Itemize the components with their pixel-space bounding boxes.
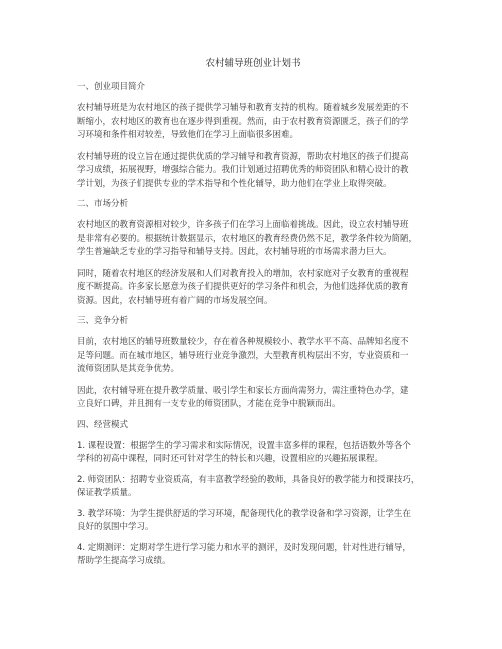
paragraph: 同时，随着农村地区的经济发展和人们对教育投入的增加，农村家庭对子女教育的重视程 度不断提高。许多家长愿意为孩子们提供更好的学习条件和机会，为他们选择优质的教育 资源。因此，农村辅导班有着广阔的市场发展空间。 <box>77 268 409 306</box>
paragraph: 1. 课程设置：根据学生的学习需求和实际情况，设置丰富多样的课程，包括语数外等各个 学科的初高中课程，同时还可针对学生的特长和兴趣，设置相应的兴趣拓展课程。 <box>77 440 411 464</box>
paragraph: 4. 定期测评：定期对学生进行学习能力和水平的测评，及时发现问题，针对性进行辅导， 帮助学生提高学习成绩。 <box>77 542 411 566</box>
section-business-model <box>77 420 429 569</box>
paragraph: 农村辅导班是为农村地区的孩子提供学习辅导和教育支持的机构。随着城乡发展差距的不 断缩小，农村地区的教育也在逐步得到重视。然而，由于农村教育资源匮乏，孩子们的学 习环境和条件相对较差，导致他们在学习上面临很多困难。 <box>77 103 409 140</box>
section-heading: 四、经营模式 <box>77 419 129 430</box>
section-project-intro <box>77 82 429 191</box>
paragraph: 农村辅导班的设立旨在通过提供优质的学习辅导和教育资源，帮助农村地区的孩子们提高 学习成绩，拓展视野，增强综合能力。我们计划通过招聘优秀的师资团队和精心设计的教 学计划，为孩子们提供专业的学术指导和个性化辅导，助力他们在学业上取得突破。 <box>77 151 409 189</box>
document-page <box>77 58 429 576</box>
section-heading: 二、市场分析 <box>77 199 129 209</box>
paragraph: 因此，农村辅导班在提升教学质量、吸引学生和家长方面尚需努力，需注重特色办学，建 立良好口碑，并且拥有一支专业的师资团队，才能在竞争中脱颖而出。 <box>77 385 409 409</box>
section-heading: 三、竞争分析 <box>77 316 129 326</box>
document-title: 农村辅导班创业计划书 <box>205 58 301 69</box>
paragraph: 3. 教学环境：为学生提供舒适的学习环境，配备现代化的教学设备和学习资源，让学生在 良好的氛围中学习。 <box>77 508 411 532</box>
section-market-analysis <box>77 199 429 308</box>
paragraph: 农村地区的教育资源相对较少，许多孩子们在学习上面临着挑战。因此，设立农村辅导班 是非常有必要的。根据统计数据显示，农村地区的教育经费仍然不足，教学条件较为简陋， 学生普遍缺乏专业的学习指导和辅导支持。因此，农村辅导班的市场需求潜力巨大。 <box>77 220 418 257</box>
paragraph: 2. 师资团队：招聘专业资质高，有丰富教学经验的教师，具备良好的教学能力和授课技巧， 保证教学质量。 <box>77 474 420 498</box>
paragraph: 目前，农村地区的辅导班数量较少，存在着各种规模较小、教学水平不高、品牌知名度不 足等问题。而在城市地区，辅导班行业竞争激烈，大型教育机构层出不穷，专业资质和一 流师资团队是其竞争优势。 <box>77 337 409 374</box>
section-heading: 一、创业项目简介 <box>77 82 146 92</box>
section-competition-analysis <box>77 316 429 412</box>
